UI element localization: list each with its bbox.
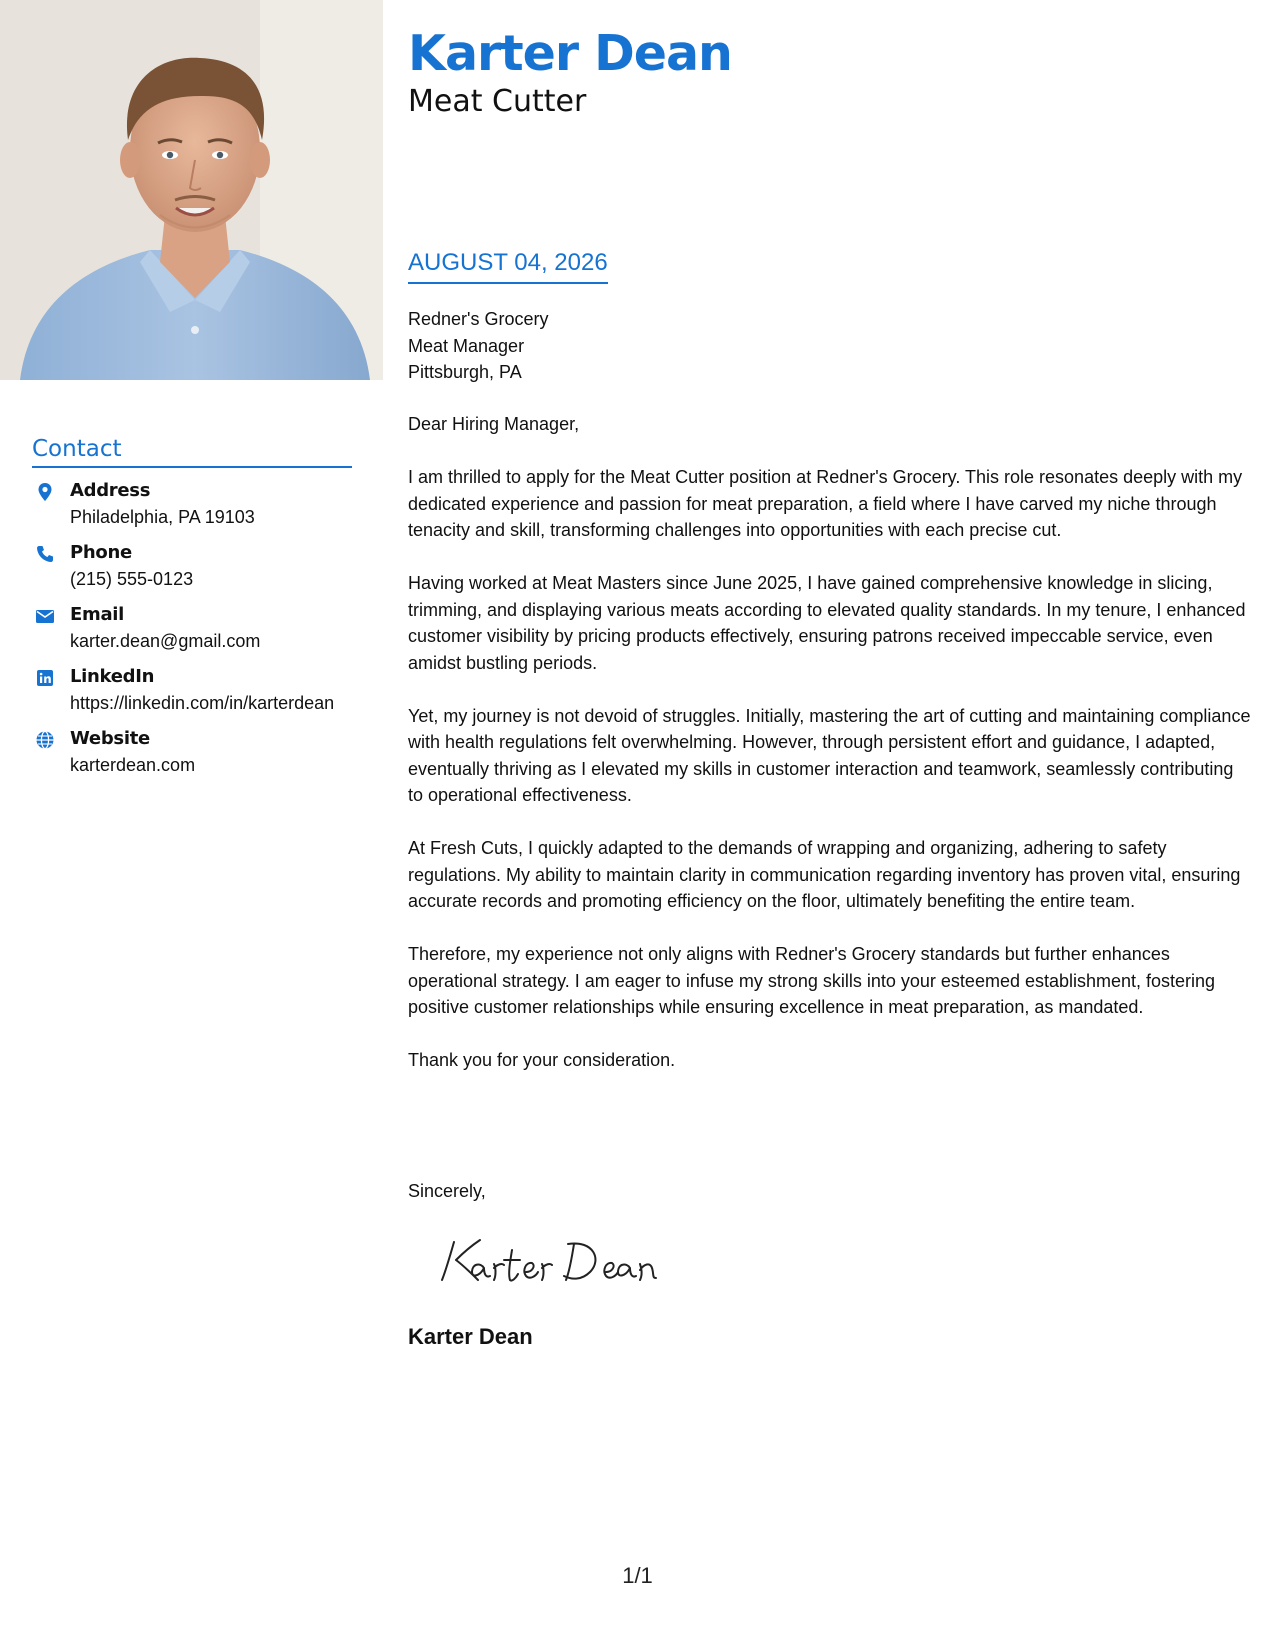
profile-photo: [0, 0, 383, 380]
handwritten-signature: [434, 1230, 674, 1290]
contact-item-address: [32, 478, 352, 530]
contact-item-email: [32, 602, 352, 654]
letter-body: [408, 411, 1253, 1100]
letter-paragraph: Having worked at Meat Masters since June 2025, I have gained comprehensive knowledge in slicing, trimming, and displaying various meats according to elevated quality standards. In my tenure, I enhanced customer visibility by pricing products effectively, ensuring patrons received impeccable service, even amidst bustling periods.: [408, 573, 1246, 673]
contact-list: [32, 478, 352, 778]
contact-heading: Contact: [32, 436, 352, 468]
contact-item-linkedin: [32, 664, 352, 716]
contact-item-website: [32, 726, 352, 778]
address-value: Philadelphia, PA 19103: [70, 506, 255, 527]
contact-label: Website: [70, 727, 150, 749]
globe-icon: [35, 730, 55, 750]
phone-icon: [35, 544, 55, 564]
page-number: 1/1: [622, 1563, 653, 1588]
email-icon: [35, 606, 55, 626]
letter-date: AUGUST 04, 2026: [408, 248, 608, 284]
recipient-company: Redner's Grocery: [408, 309, 549, 329]
contact-section: [32, 436, 352, 788]
applicant-name: Karter Dean: [408, 25, 732, 82]
location-pin-icon: [35, 482, 55, 502]
linkedin-icon: [35, 668, 55, 688]
website-value[interactable]: karterdean.com: [70, 754, 196, 775]
contact-label: Email: [70, 603, 125, 625]
letter-paragraph: Yet, my journey is not devoid of struggles. Initially, mastering the art of cutting and maintaining compliance with health regulations felt overwhelming. However, through persistent effort and guidance, I adapted, eventually thriving as I elevated my skills in customer interaction and teamwork, seamlessly contributing to operational effectiveness.: [408, 705, 1251, 805]
contact-label: Phone: [70, 541, 132, 563]
closing: Sincerely,: [408, 1181, 486, 1201]
contact-label: LinkedIn: [70, 665, 155, 687]
email-value[interactable]: karter.dean@gmail.com: [70, 630, 261, 651]
letter-paragraph: Therefore, my experience not only aligns with Redner's Grocery standards but further enhances operational strategy. I am eager to infuse my strong skills into your esteemed establishment, fostering positive customer relationships while ensuring excellence in meat preparation, as mandated.: [408, 944, 1216, 1017]
recipient-title: Meat Manager: [408, 335, 525, 356]
contact-label: Address: [70, 479, 151, 501]
letter-paragraph: Thank you for your consideration.: [408, 1050, 676, 1070]
salutation: Dear Hiring Manager,: [408, 414, 580, 434]
recipient-location: Pittsburgh, PA: [408, 362, 522, 382]
phone-value: (215) 555-0123: [70, 568, 194, 589]
recipient-block: [408, 306, 548, 386]
applicant-role: Meat Cutter: [408, 84, 587, 119]
contact-item-phone: [32, 540, 352, 592]
linkedin-value[interactable]: https://linkedin.com/in/karterdean: [70, 692, 335, 713]
letter-paragraph: I am thrilled to apply for the Meat Cutter position at Redner's Grocery. This role resonates deeply with my dedicated experience and passion for meat preparation, a field where I have carved my niche through tenacity and skill, transforming challenges into opportunities with each precise cut.: [408, 467, 1243, 540]
letter-paragraph: At Fresh Cuts, I quickly adapted to the demands of wrapping and organizing, adhering to safety regulations. My ability to maintain clarity in communication regarding inventory has proven vital, ensuring accurate records and promoting efficiency on the floor, ultimately benefiting the entire team.: [408, 838, 1241, 911]
signer-name: Karter Dean: [408, 1324, 533, 1349]
